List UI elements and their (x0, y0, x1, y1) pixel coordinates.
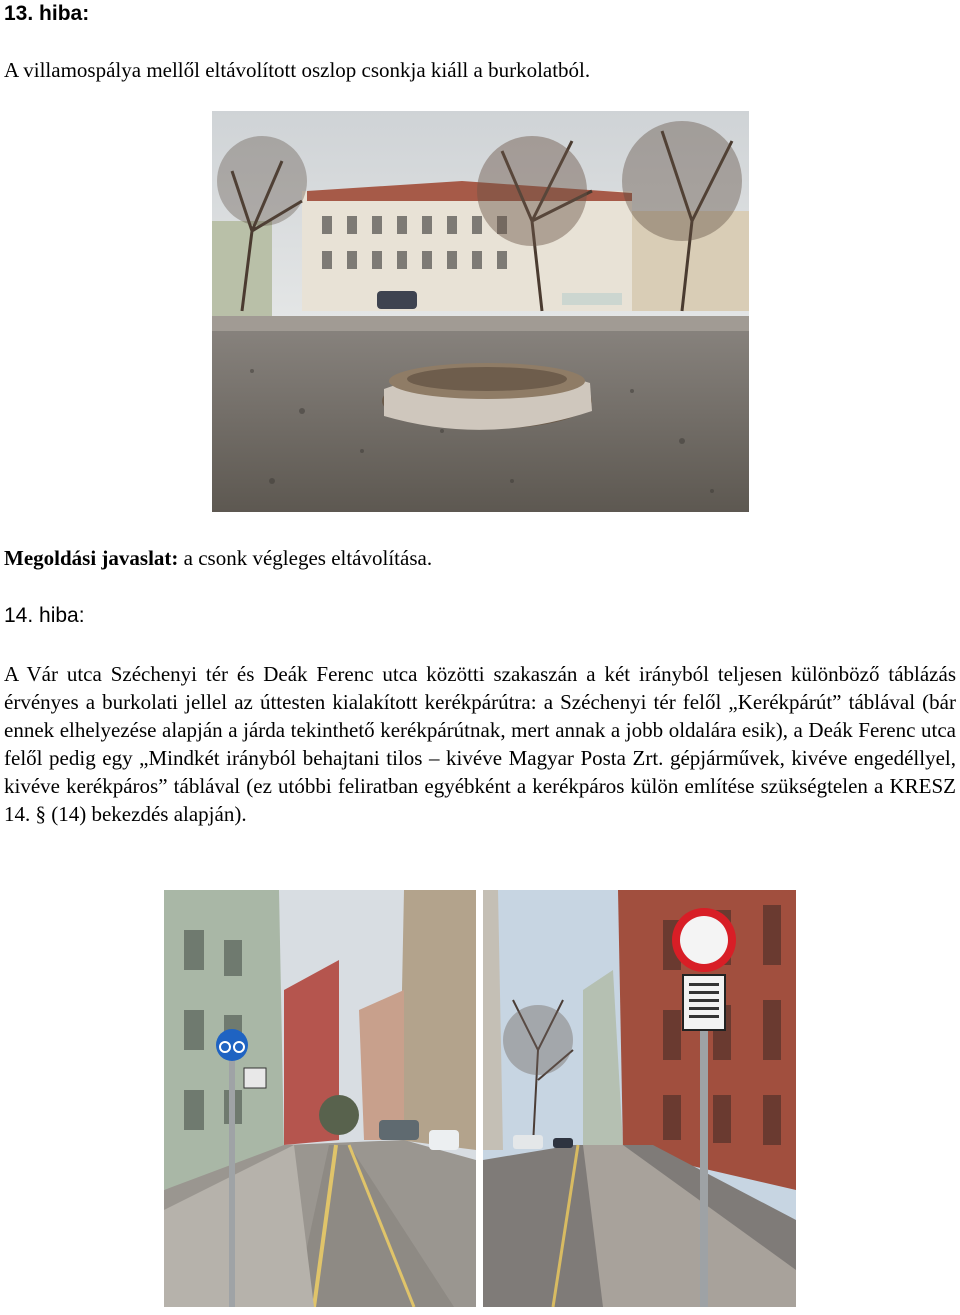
cycle-path-sign-photo (164, 890, 476, 1307)
no-entry-sign-photo (483, 890, 796, 1307)
section-14-heading (4, 604, 85, 628)
section-13-text: A villamospálya mellől eltávolított oszlop csonkja kiáll a burkolatból. (4, 58, 591, 82)
section-14-heading-text: 14. hiba: (4, 604, 85, 627)
street-stump-photo (212, 111, 749, 512)
solution-label: Megoldási javaslat: (4, 546, 179, 570)
solution-text: a csonk végleges eltávolítása. (178, 546, 433, 570)
section-14-paragraph: A Vár utca Széchenyi tér és Deák Ferenc utca közötti szakaszán a két irányból teljesen különböző táblázás érvényes a burkolati jellel az úttesten kialakított kerékpárútra: a Széchenyi tér felől „Kerékpárút” táblával (bár ennek elhelyezése alapján a járda tekinthető kerékpárútnak, mert annak a jobb oldalára esik), a Deák Ferenc utca felől pedig egy „Mindkét irányból behajtani tilos – kivéve Magyar Posta Zrt. gépjárművek, kivéve engedéllyel, kivéve kerékpáros” táblával (ez utóbbi feliratban egyébként a kerékpáros külön említése szükségtelen a KRESZ 14. § (14) bekezdés alapján). (4, 662, 956, 826)
section-13-heading: 13. hiba: (4, 2, 90, 25)
solution-line (4, 544, 432, 572)
